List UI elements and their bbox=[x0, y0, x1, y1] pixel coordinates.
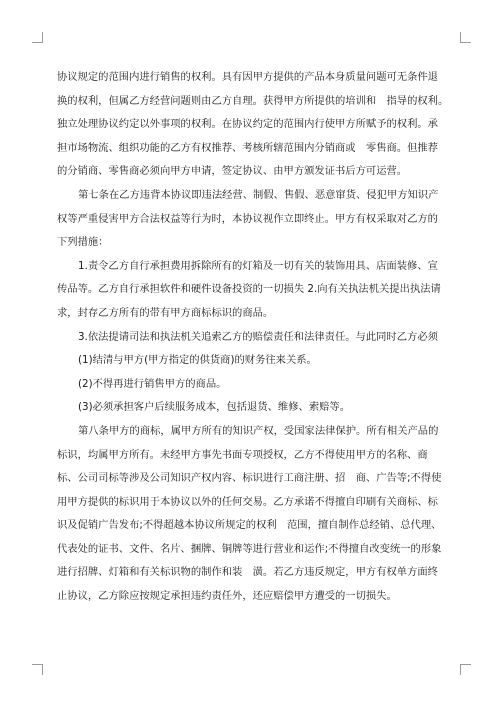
crop-mark-bottom-left bbox=[32, 664, 43, 675]
crop-mark-bottom-right bbox=[460, 664, 471, 675]
text-line: 标、公司司标等涉及公司知识产权内容、标识进行工商注册、招 商、广告等;不得使 bbox=[57, 472, 442, 485]
text-line: 1.责令乙方自行承担费用拆除所有的灯箱及一切有关的装饰用具、店面装修、宣 bbox=[78, 259, 438, 272]
text-line: 权等严重侵害甲方合法权益等行为时，本协议视作立即终止。甲方有权采取对乙方的 bbox=[57, 212, 438, 225]
text-line: 代表处的证书、文件、名片、捆牌、铜牌等进行营业和运作;不得擅自改变统一的形象 bbox=[57, 542, 442, 555]
crop-mark-top-left bbox=[32, 32, 43, 43]
text-line: 止协议，乙方除应按规定承担违约责任外，还应赔偿甲方遭受的一切损失。 bbox=[57, 590, 397, 603]
crop-mark-top-right bbox=[460, 32, 471, 43]
text-line: 第七条在乙方违背本协议即违法经营、制假、售假、恶意窜货、侵犯甲方知识产 bbox=[78, 188, 439, 201]
text-line: (1)结清与甲方(甲方指定的供货商)的财务往来关系。 bbox=[78, 354, 317, 367]
text-line: 担市场物流、组织功能的乙方有权推荐、考核所辖范围内分销商或 零售商。但推荐 bbox=[57, 141, 438, 154]
text-line: 换的权利，但属乙方经营问题则由乙方自理。获得甲方所提供的培训和 指导的权利。 bbox=[57, 94, 449, 107]
text-line: 进行招牌、灯箱和有关标识物的制作和装 潢。若乙方违反规定，甲方有权单方面终 bbox=[57, 566, 438, 579]
text-line: 独立处理协议约定以外事项的权利。在协议约定的范围内行使甲方所赋予的权利。承 bbox=[57, 118, 438, 131]
document-body bbox=[57, 66, 449, 609]
text-line: 标识，均属甲方所有。未经甲方事先书面专项授权，乙方不得使用甲方的名称、商 bbox=[57, 448, 428, 461]
text-line: 求，封存乙方所有的带有甲方商标标识的商品。 bbox=[57, 306, 274, 319]
text-line: 第八条甲方的商标，属甲方所有的知识产权，受国家法律保护。所有相关产品的 bbox=[78, 424, 439, 437]
text-line: 下列措施： bbox=[57, 236, 109, 249]
text-line: 用甲方提供的标识用于本协议以外的任何交易。乙方承诺不得擅自印刷有关商标、标 bbox=[57, 495, 438, 508]
text-line: (3)必须承担客户后续服务成本，包括退货、维修、索赔等。 bbox=[78, 401, 351, 414]
text-line: (2)不得再进行销售甲方的商品。 bbox=[78, 377, 227, 390]
text-line: 识及促销广告发布;不得超越本协议所规定的权利 范围，擅自制作总经销、总代理、 bbox=[57, 519, 442, 532]
text-line: 3.依法提请司法和执法机关追索乙方的赔偿责任和法律责任。与此同时乙方必须 bbox=[78, 330, 438, 343]
text-line: 的分销商、零售商必须向甲方申请，签定协议、由甲方颁发证书后方可运营。 bbox=[57, 165, 408, 178]
text-line: 协议规定的范围内进行销售的权利。具有因甲方提供的产品本身质量问题可无条件退 bbox=[57, 71, 438, 83]
text-line: 传品等。乙方自行承担软件和硬件设备投资的一切损失 2.向有关执法机关提出执法请 bbox=[57, 283, 441, 296]
